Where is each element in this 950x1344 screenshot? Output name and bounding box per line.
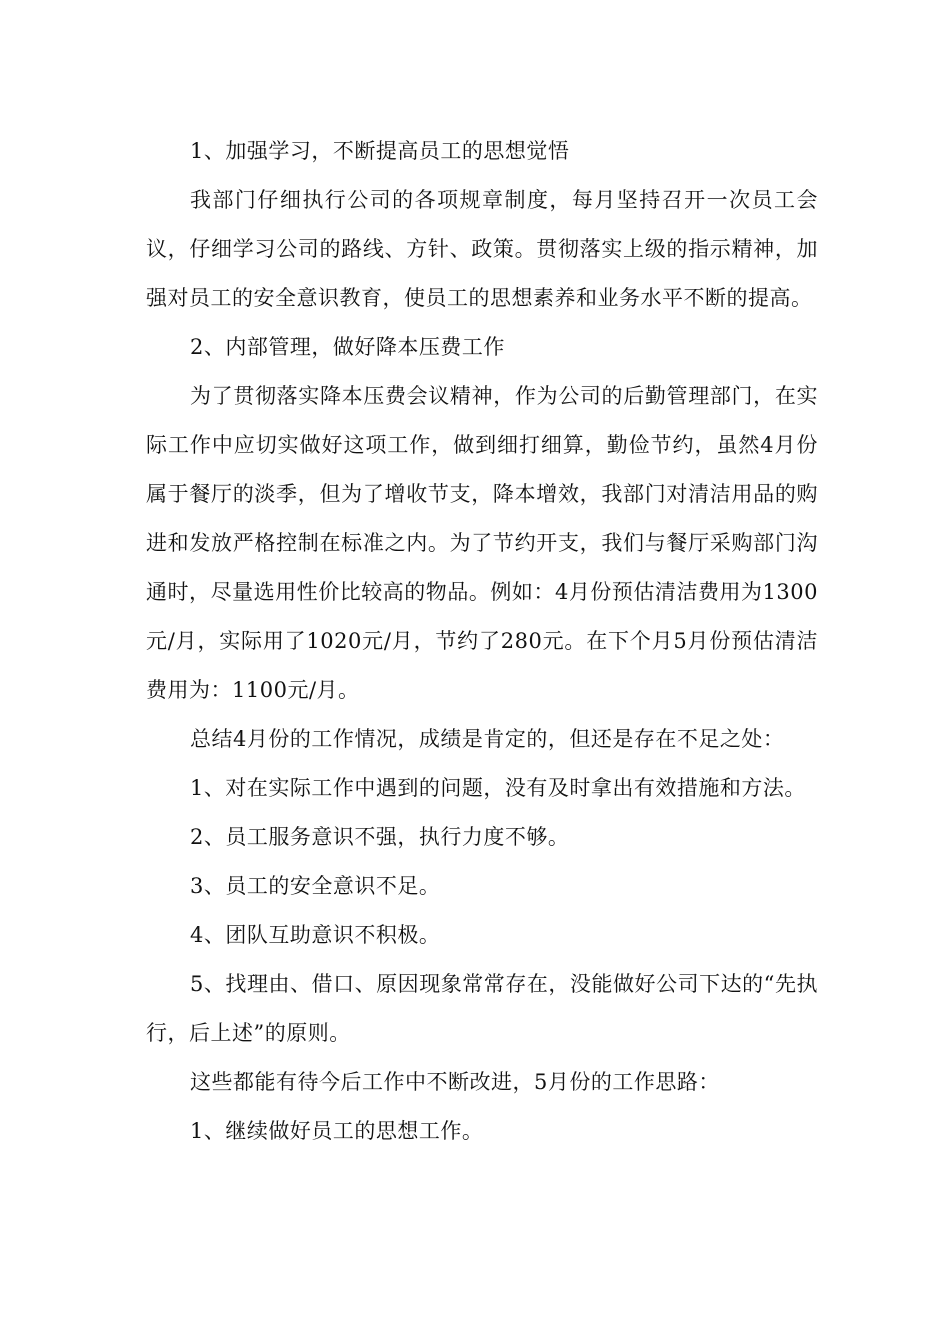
paragraph-department-rules: 我部门仔细执行公司的各项规章制度，每月坚持召开一次员工会议，仔细学习公司的路线、方针、政策。贯彻落实上级的指示精神，加强对员工的安全意识教育，使员工的思想素养和业务水平不断的提高。 bbox=[146, 188, 818, 310]
heading-strengthen-learning: 1、加强学习，不断提高员工的思想觉悟 bbox=[190, 139, 570, 163]
list-item-shortcoming-3: 3、员工的安全意识不足。 bbox=[190, 874, 441, 898]
paragraph-may-plan-intro: 这些都能有待今后工作中不断改进，5月份的工作思路： bbox=[190, 1070, 720, 1094]
document-body bbox=[146, 127, 818, 1156]
list-item-may-plan-1: 1、继续做好员工的思想工作。 bbox=[190, 1119, 484, 1143]
list-item-shortcoming-4: 4、团队互助意识不积极。 bbox=[190, 923, 441, 947]
list-item-shortcoming-5: 5、找理由、借口、原因现象常常存在，没能做好公司下达的“先执行，后上述”的原则。 bbox=[146, 972, 818, 1045]
list-item-shortcoming-1: 1、对在实际工作中遇到的问题，没有及时拿出有效措施和方法。 bbox=[190, 776, 806, 800]
paragraph-cost-reduction: 为了贯彻落实降本压费会议精神，作为公司的后勤管理部门，在实际工作中应切实做好这项工作，做到细打细算，勤俭节约，虽然4月份属于餐厅的淡季，但为了增收节支，降本增效，我部门对清洁用品的购进和发放严格控制在标准之内。为了节约开支，我们与餐厅采购部门沟通时，尽量选用性价比较高的物品。例如：4月份预估清洁费用为1300元/月，实际用了1020元/月，节约了280元。在下个月5月份预估清洁费用为：1100元/月。 bbox=[146, 384, 818, 702]
paragraph-summary-april: 总结4月份的工作情况，成绩是肯定的，但还是存在不足之处： bbox=[190, 727, 785, 751]
list-item-shortcoming-2: 2、员工服务意识不强，执行力度不够。 bbox=[190, 825, 570, 849]
heading-internal-management: 2、内部管理，做好降本压费工作 bbox=[190, 335, 505, 359]
